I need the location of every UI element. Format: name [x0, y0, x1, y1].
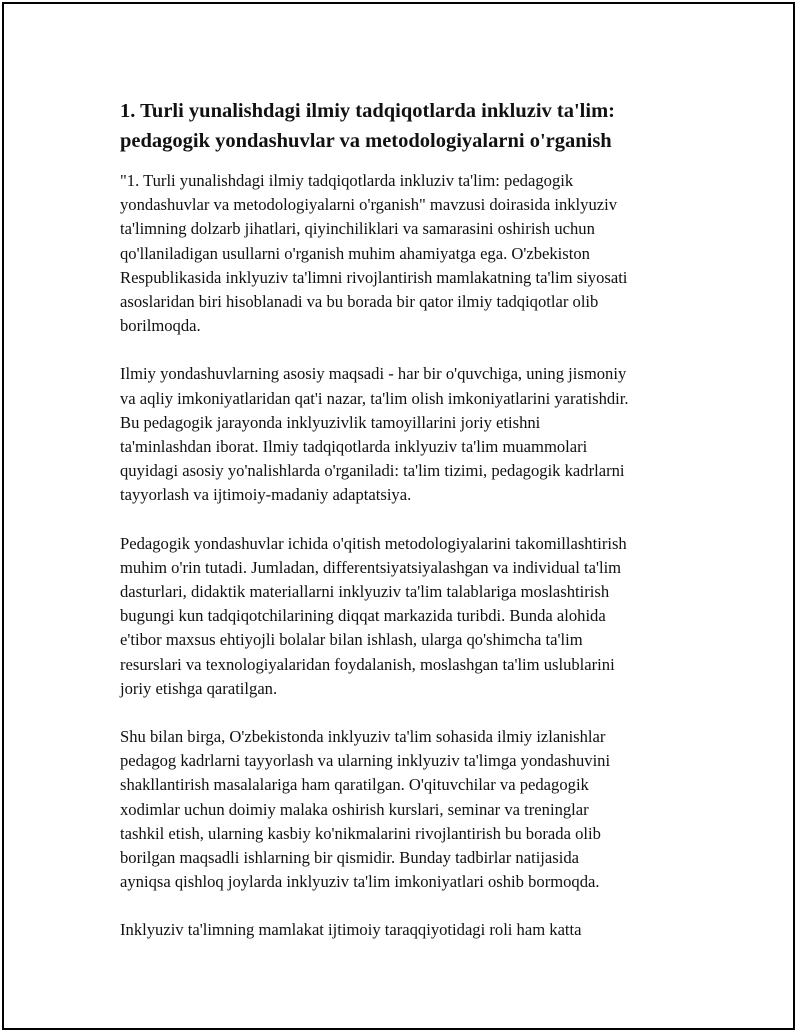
- text-line: e'tibor maxsus ehtiyojli bolalar bilan ishlash, ularga qo'shimcha ta'lim: [120, 630, 583, 650]
- text-line: Ilmiy yondashuvlarning asosiy maqsadi - har bir o'quvchiga, uning jismoniy: [120, 364, 627, 384]
- text-line: Shu bilan birga, O'zbekistonda inklyuziv ta'lim sohasida ilmiy izlanishlar: [120, 727, 606, 747]
- text-line: Inklyuziv ta'limning mamlakat ijtimoiy taraqqiyotidagi roli ham katta: [120, 920, 582, 940]
- text-line: Bu pedagogik jarayonda inklyuzivlik tamoyillarini joriy etishni: [120, 412, 541, 432]
- text-line: borilmoqda.: [120, 316, 201, 336]
- text-line: pedagog kadrlarni tayyorlash va ularning inklyuziv ta'limga yondashuvini: [120, 751, 611, 771]
- text-line: qo'llaniladigan usullarni o'rganish muhim ahamiyatga ega. O'zbekiston: [120, 243, 590, 263]
- text-line: "1. Turli yunalishdagi ilmiy tadqiqotlarda inkluziv ta'lim: pedagogik: [120, 171, 574, 190]
- paragraph-4: [120, 725, 700, 894]
- text-line: ta'limning dolzarb jihatlari, qiyinchiliklari va samarasini oshirish uchun: [120, 219, 595, 239]
- text-line: borilgan maqsadli ishlarning bir qismidir. Bunday tadbirlar natijasida: [120, 848, 580, 868]
- text-line: Respublikasida inklyuziv ta'limni rivojlantirish mamlakatning ta'lim siyosati: [120, 267, 628, 287]
- document-body: [120, 96, 700, 967]
- paragraph-5: [120, 918, 700, 942]
- title-line: pedagogik yondashuvlar va metodologiyalarni o'rganish: [120, 130, 612, 152]
- text-line: quyidagi asosiy yo'nalishlarda o'rganiladi: ta'lim tizimi, pedagogik kadrlarni: [120, 461, 625, 481]
- document-title: [120, 96, 700, 156]
- text-line: shakllantirish masalalariga ham qaratilgan. O'qituvchilar va pedagogik: [120, 775, 589, 795]
- paragraph-2: [120, 362, 700, 507]
- text-line: yondashuvlar va metodologiyalarni o'rganish" mavzusi doirasida inklyuziv: [120, 195, 618, 215]
- text-line: asoslaridan biri hisoblanadi va bu borada bir qator ilmiy tadqiqotlar olib: [120, 292, 599, 312]
- text-line: ta'minlashdan iborat. Ilmiy tadqiqotlarda inklyuziv ta'lim muammolari: [120, 437, 588, 457]
- title-line: 1. Turli yunalishdagi ilmiy tadqiqotlarda inkluziv ta'lim:: [120, 100, 615, 122]
- document-page: [2, 2, 795, 1030]
- text-line: ayniqsa qishloq joylarda inklyuziv ta'lim imkoniyatlari oshib bormoqda.: [120, 872, 600, 892]
- text-line: tashkil etish, ularning kasbiy ko'nikmalarini rivojlantirish bu borada olib: [120, 823, 601, 843]
- paragraph-1: [120, 169, 700, 338]
- text-line: bugungi kun tadqiqotchilarining diqqat markazida turibdi. Bunda alohida: [120, 606, 606, 626]
- text-line: resurslari va texnologiyalaridan foydalanish, moslashgan ta'lim uslublarini: [120, 654, 615, 674]
- text-line: dasturlari, didaktik materiallarni inklyuziv ta'lim talablariga moslashtirish: [120, 582, 610, 602]
- text-line: tayyorlash va ijtimoiy-madaniy adaptatsiya.: [120, 485, 412, 505]
- text-line: xodimlar uchun doimiy malaka oshirish kurslari, seminar va treninglar: [120, 799, 589, 819]
- paragraph-3: [120, 532, 700, 701]
- text-line: va aqliy imkoniyatlaridan qat'i nazar, ta'lim olish imkoniyatlarini yaratishdir.: [120, 388, 629, 408]
- text-line: Pedagogik yondashuvlar ichida o'qitish metodologiyalarini takomillashtirish: [120, 533, 627, 553]
- text-line: joriy etishga qaratilgan.: [120, 678, 278, 698]
- text-line: muhim o'rin tutadi. Jumladan, differentsiyatsiyalashgan va individual ta'lim: [120, 557, 622, 577]
